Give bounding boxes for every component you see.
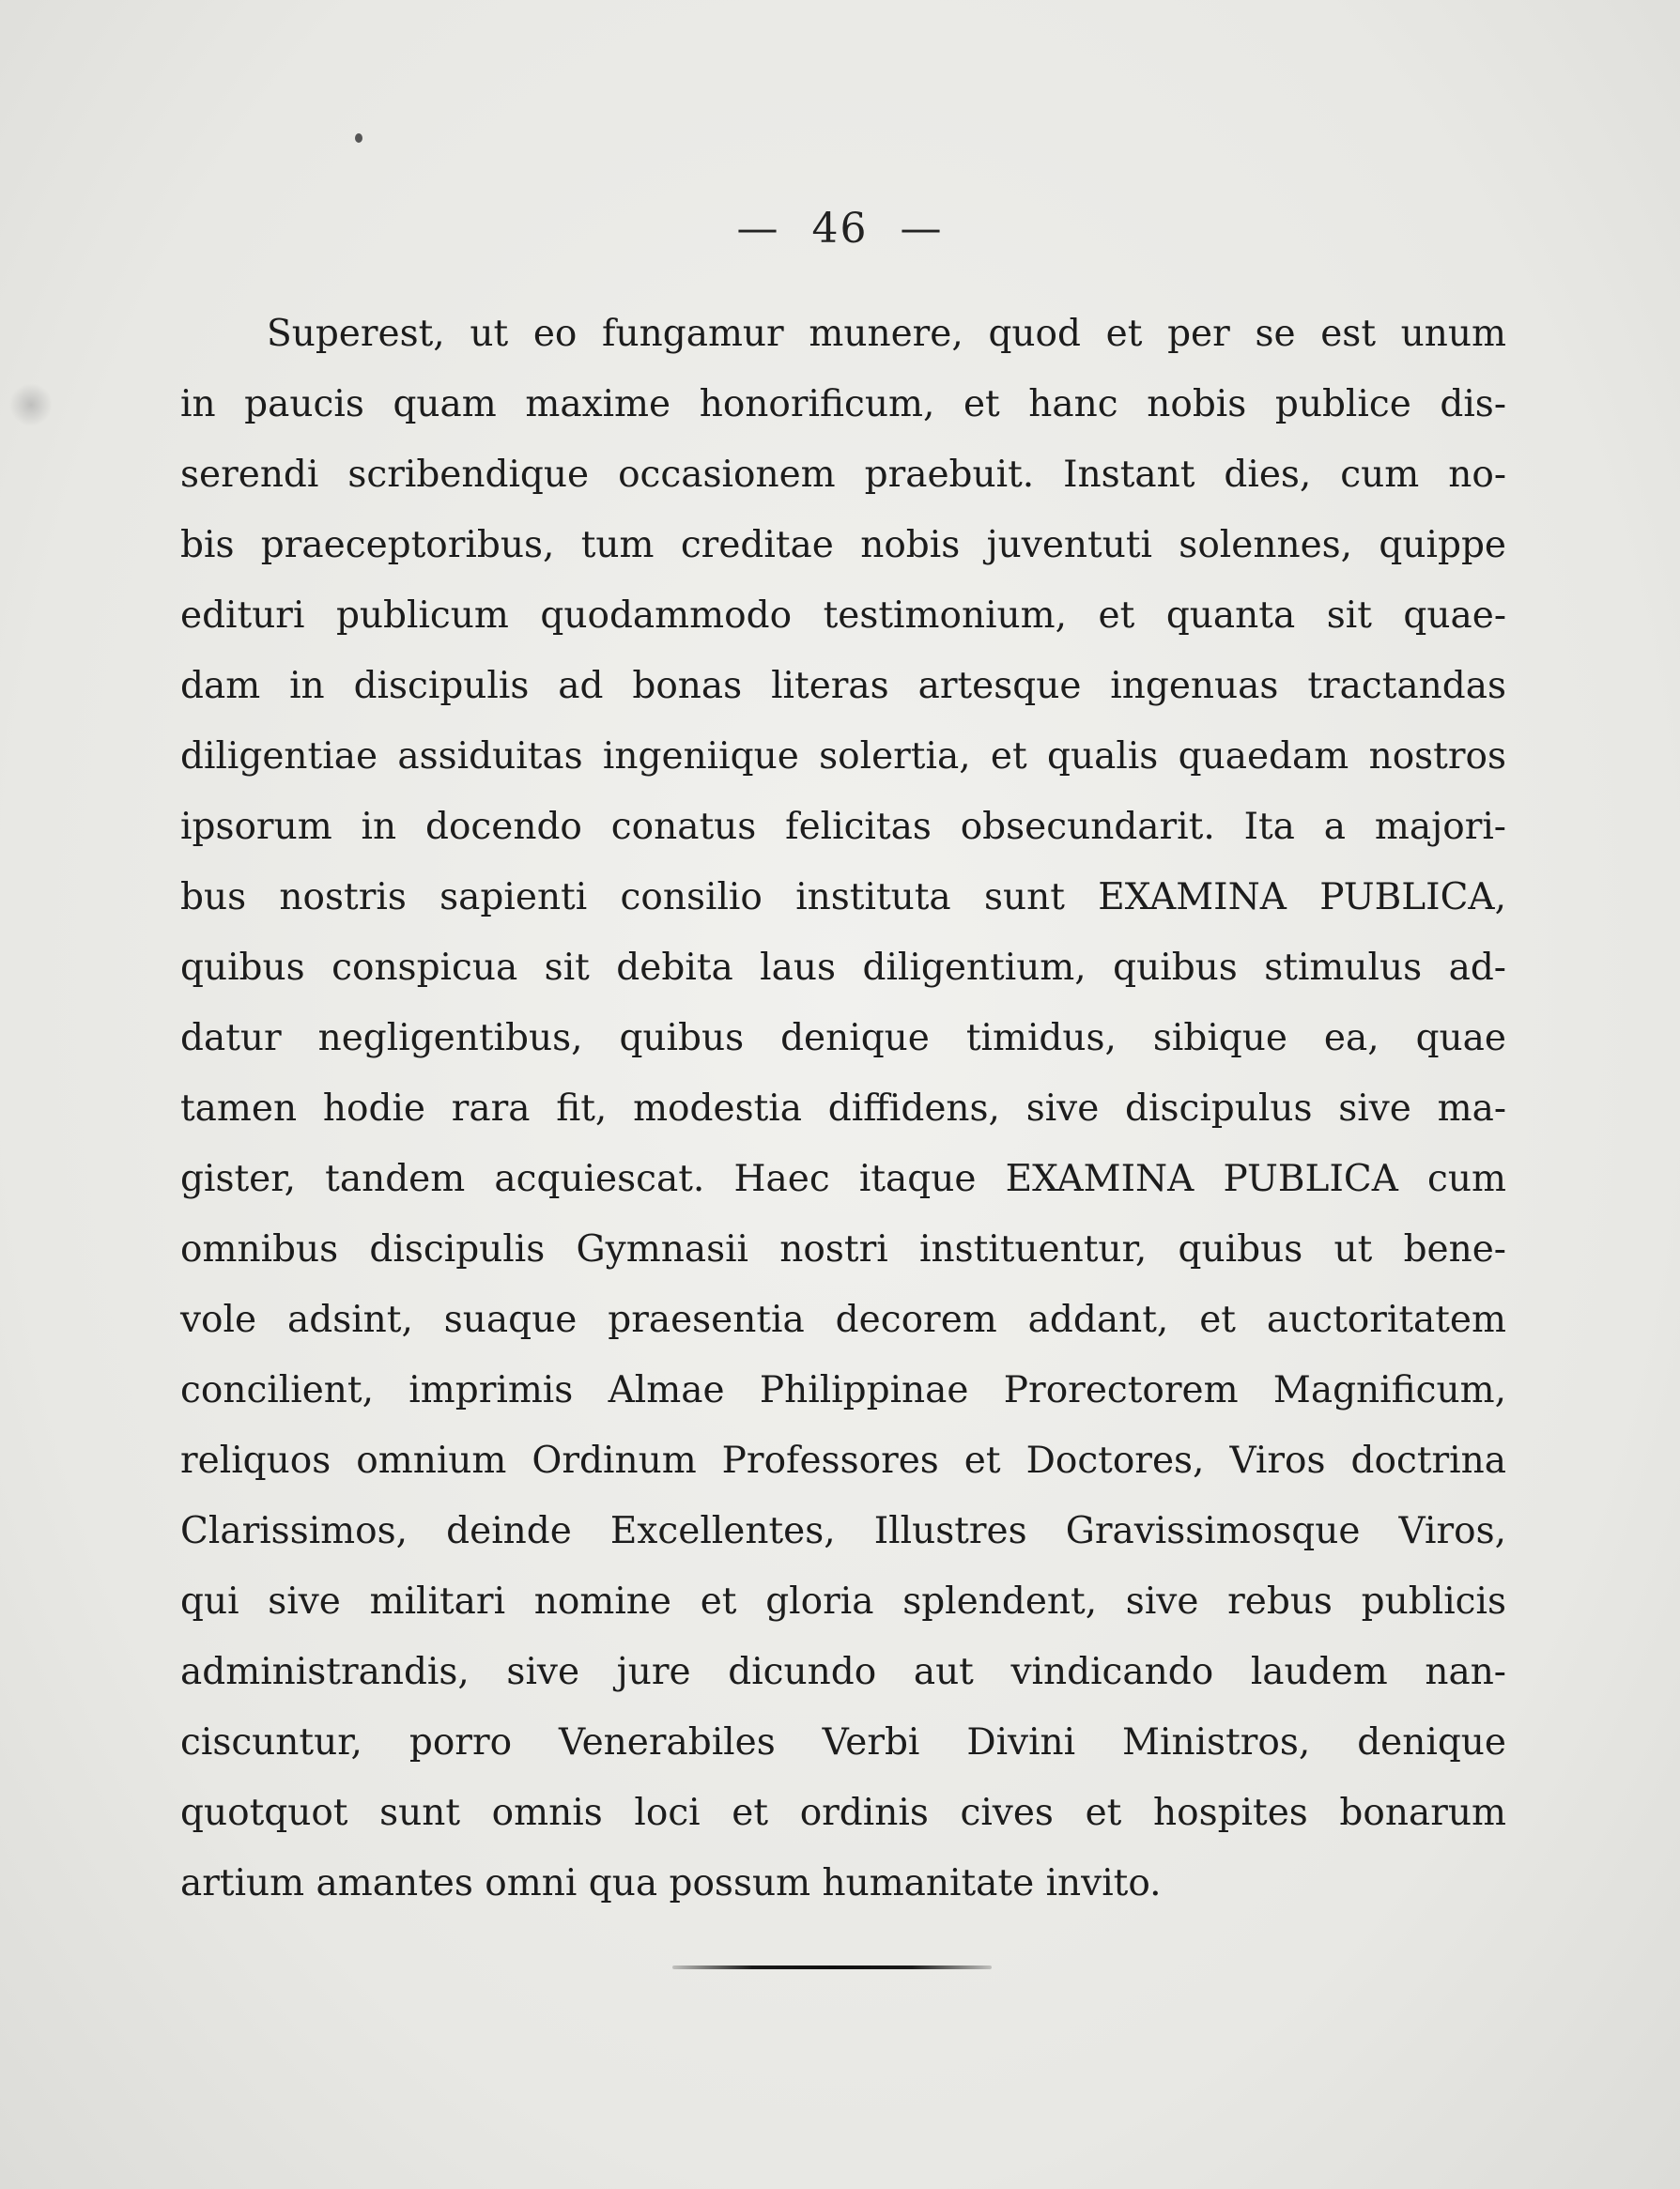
text-line: diligentiae assiduitas ingeniique solertia, et qualis quaedam nostros [180, 735, 1506, 778]
text-line: in paucis quam maxime honorificum, et hanc nobis publice dis- [180, 383, 1506, 425]
page-number [0, 205, 1680, 253]
text-line: Superest, ut eo fungamur munere, quod et per se est unum [267, 313, 1506, 355]
page-number-dash-left: — [736, 205, 780, 253]
text-line: dam in discipulis ad bonas literas artesque ingenuas tractandas [180, 665, 1506, 707]
page-number-value: 46 [811, 205, 869, 253]
text-line: artium amantes omni qua possum humanitate invito. [180, 1862, 1162, 1904]
end-rule-divider [672, 1965, 992, 1969]
body-paragraph [180, 299, 1506, 1919]
text-line: serendi scribendique occasionem praebuit. Instant dies, cum no- [180, 454, 1506, 496]
text-line: concilient, imprimis Almae Philippinae Prorectorem Magnificum, [180, 1369, 1506, 1411]
text-line: tamen hodie rara fit, modestia diffidens, sive discipulus sive ma- [180, 1087, 1506, 1130]
text-line: ipsorum in docendo conatus felicitas obsecundarit. Ita a majori- [180, 806, 1506, 848]
text-line: quibus conspicua sit debita laus diligentium, quibus stimulus ad- [180, 947, 1506, 989]
page-number-dash-right: — [900, 205, 944, 253]
page-stain [9, 383, 53, 426]
ink-speck [355, 133, 362, 143]
text-line: reliquos omnium Ordinum Professores et Doctores, Viros doctrina [180, 1440, 1506, 1482]
text-line: vole adsint, suaque praesentia decorem addant, et auctoritatem [180, 1299, 1506, 1341]
text-line: qui sive militari nomine et gloria splendent, sive rebus publicis [180, 1580, 1506, 1623]
text-line: quotquot sunt omnis loci et ordinis cives et hospites bonarum [180, 1792, 1506, 1834]
text-line: edituri publicum quodammodo testimonium, et quanta sit quae- [180, 594, 1506, 637]
text-line: ciscuntur, porro Venerabiles Verbi Divini Ministros, denique [180, 1721, 1506, 1764]
text-line: datur negligentibus, quibus denique timidus, sibique ea, quae [180, 1017, 1506, 1059]
text-line: bis praeceptoribus, tum creditae nobis juventuti solennes, quippe [180, 524, 1506, 566]
text-line: administrandis, sive jure dicundo aut vindicando laudem nan- [180, 1651, 1506, 1693]
text-line: omnibus discipulis Gymnasii nostri instituentur, quibus ut bene- [180, 1228, 1506, 1271]
text-line: Clarissimos, deinde Excellentes, Illustres Gravissimosque Viros, [180, 1510, 1506, 1552]
text-line: bus nostris sapienti consilio instituta sunt EXAMINA PUBLICA, [180, 876, 1506, 918]
text-line: gister, tandem acquiescat. Haec itaque EXAMINA PUBLICA cum [180, 1158, 1506, 1200]
